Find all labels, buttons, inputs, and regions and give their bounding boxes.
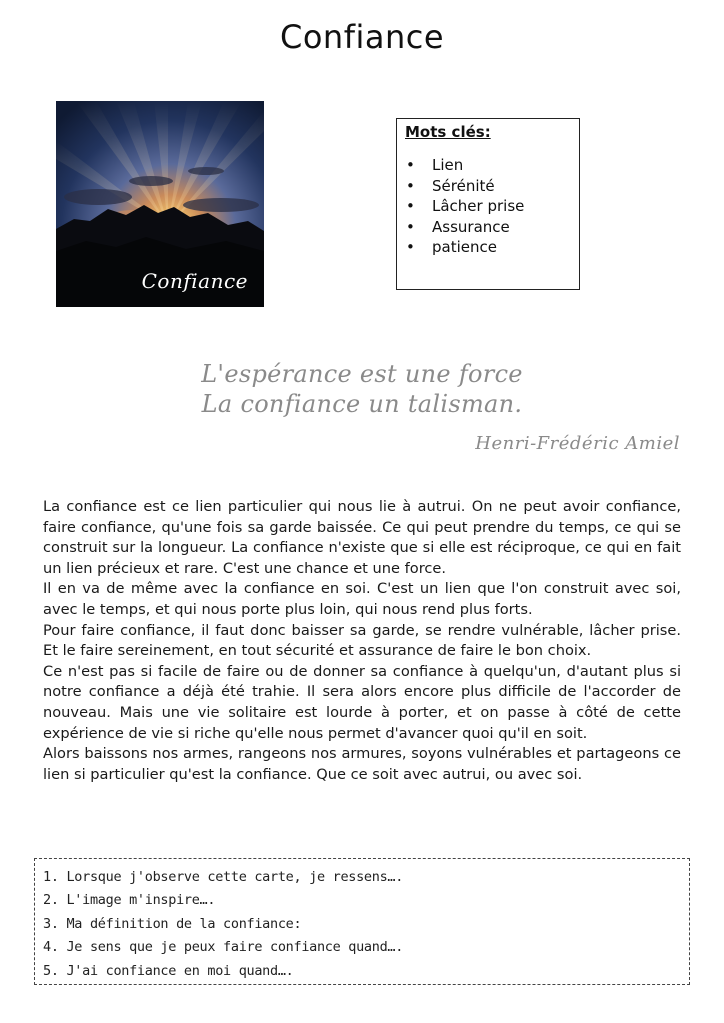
question-item: 5. J'ai confiance en moi quand…. — [43, 962, 294, 979]
quote-author: Henri-Frédéric Amiel — [475, 433, 680, 454]
page-title: Confiance — [279, 18, 445, 56]
bullet-icon: • — [406, 176, 415, 195]
questions-list — [43, 866, 681, 983]
paragraph: La confiance est ce lien particulier qui nous lie à autrui. On ne peut avoir confiance, faire confiance, qu'une fois sa garde baissée. Ce qui peut prendre du temps, ce qui se construit sur la longueur. La confiance n'existe que si elle est réciproque, ce qui en fait un lien précieux et rare. C'est une chance et une force. — [43, 498, 681, 577]
question-item: 4. Je sens que je peux faire confiance quand…. — [43, 939, 404, 956]
keyword-item — [405, 217, 571, 238]
quote-line: La confiance un talisman. — [201, 390, 523, 418]
keywords-list — [405, 155, 571, 258]
keyword-label: Lâcher prise — [432, 197, 525, 215]
keyword-label: Assurance — [432, 217, 510, 236]
paragraph: Il en va de même avec la confiance en soi. C'est un lien que l'on construit avec soi, avec le temps, et qui nous porte plus loin, qui nous rend plus forts. — [43, 580, 681, 618]
confiance-card-image — [56, 101, 264, 307]
question-item: 3. Ma définition de la confiance: — [43, 915, 302, 932]
bullet-icon: • — [406, 156, 415, 174]
keyword-item — [405, 155, 571, 176]
keyword-label: Sérénité — [432, 176, 495, 195]
bullet-icon: • — [406, 217, 415, 236]
question-item: 2. L'image m'inspire…. — [43, 892, 216, 909]
keywords-box — [396, 118, 580, 290]
body-text — [43, 497, 681, 785]
keyword-label: Lien — [432, 156, 464, 174]
keywords-title: Mots clés: — [405, 123, 491, 141]
quote — [0, 359, 724, 419]
quote-line: L'espérance est une force — [201, 360, 523, 388]
question-item: 1. Lorsque j'observe cette carte, je ressens…. — [43, 869, 404, 885]
paragraph: Alors baissons nos armes, rangeons nos armures, soyons vulnérables et partageons ce lien si particulier qu'est la confiance. Que ce soit avec autrui, ou avec soi. — [43, 745, 681, 783]
keyword-item — [405, 176, 571, 197]
card-caption: Confiance — [141, 269, 248, 293]
questions-box — [34, 858, 690, 985]
keyword-item — [405, 196, 571, 217]
keyword-item — [405, 237, 571, 258]
paragraph: Pour faire confiance, il faut donc baisser sa garde, se rendre vulnérable, lâcher prise. Et le faire sereinement, en tout sécurité et assurance de faire le bon choix. — [43, 621, 681, 660]
keyword-label: patience — [432, 238, 497, 256]
bullet-icon: • — [406, 238, 415, 256]
bullet-icon: • — [406, 197, 415, 215]
paragraph: Ce n'est pas si facile de faire ou de donner sa confiance à quelqu'un, d'autant plus si notre confiance a déjà été trahie. Il sera alors encore plus difficile de l'accorder de nouveau. Mais une vie solitaire est lourde à porter, et on passe à côté de cette expérience de vie si riche qu'elle nous permet d'avancer quoi qu'il en soit. — [43, 662, 681, 742]
